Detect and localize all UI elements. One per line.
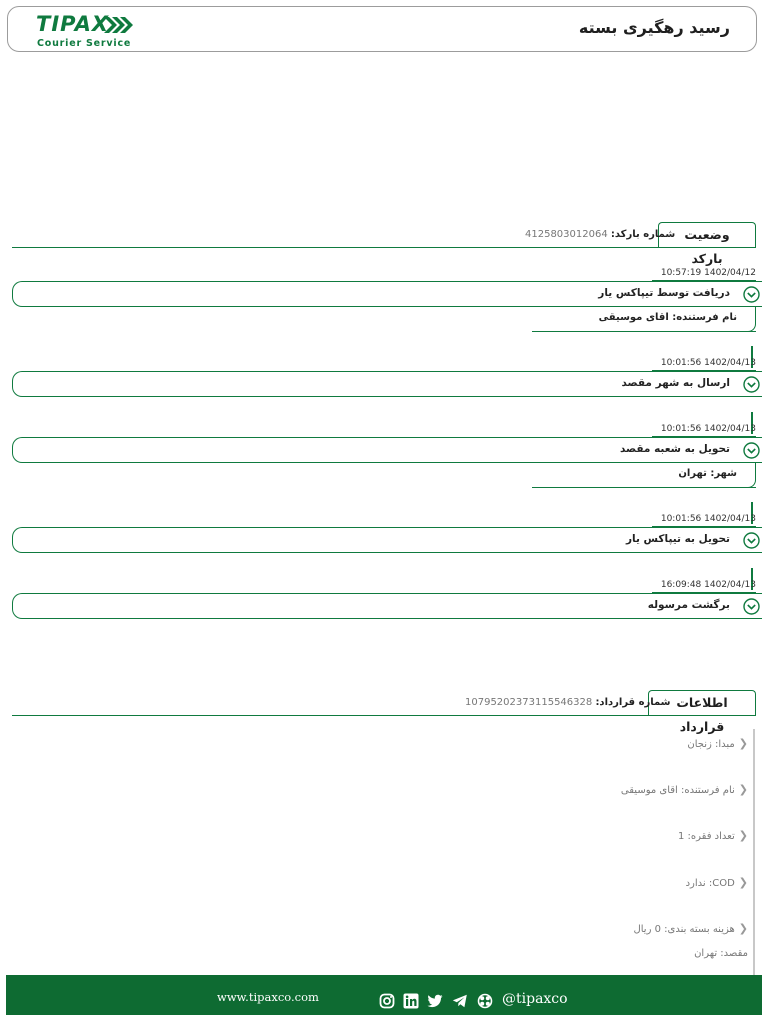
section-divider [12, 715, 756, 716]
event-time: 10:01:56 1402/04/13 [660, 358, 756, 368]
chevron-left-icon: ❮ [738, 737, 748, 750]
logo-chevrons-icon [102, 16, 138, 34]
social-handle[interactable]: @tipaxco [502, 991, 568, 1007]
chevron-left-icon: ❮ [738, 829, 748, 842]
info-rail [753, 729, 755, 977]
barcode-label: شماره بارکد: [610, 229, 676, 240]
chevron-down-icon[interactable] [743, 376, 760, 393]
event-detail-card [532, 307, 756, 332]
aparat-icon[interactable] [477, 993, 493, 1009]
chevron-down-icon[interactable] [743, 442, 760, 459]
info-item-origin: ❮مبدا: زنجان [687, 737, 748, 750]
event-time: 10:01:56 1402/04/13 [660, 424, 756, 434]
event-card[interactable] [12, 593, 762, 619]
info-item-sender: ❮نام فرستنده: اقای موسیقی [620, 783, 748, 796]
event-time: 16:09:48 1402/04/13 [660, 580, 756, 590]
chevron-down-icon[interactable] [743, 286, 760, 303]
page-header [7, 6, 757, 52]
info-item-count: ❮تعداد فقره: 1 [677, 829, 748, 842]
contract-label: شماره قرارداد: [595, 697, 671, 708]
website-link[interactable]: www.tipaxco.com [217, 990, 319, 1004]
event-label: برگشت مرسوله [647, 599, 730, 611]
chevron-down-icon[interactable] [743, 598, 760, 615]
event-card[interactable] [12, 437, 762, 463]
event-card[interactable] [12, 281, 762, 307]
event-time: 10:57:19 1402/04/12 [660, 268, 756, 278]
event-label: تحویل به شعبه مقصد [619, 443, 730, 455]
barcode-value: 4125803012064 [525, 229, 608, 240]
event-detail: نام فرستنده: اقای موسیقی [598, 312, 737, 323]
chevron-left-icon: ❮ [738, 876, 748, 889]
tipax-logo [36, 12, 140, 51]
event-card[interactable] [12, 371, 762, 397]
linkedin-icon[interactable] [403, 993, 419, 1009]
event-label: تحویل به تیپاکس یار [625, 533, 730, 545]
telegram-icon[interactable] [452, 993, 468, 1009]
event-detail: شهر: تهران [678, 468, 737, 479]
info-item-destination: مقصد: تهران [694, 948, 748, 959]
contract-number [465, 697, 671, 708]
chevron-left-icon: ❮ [738, 783, 748, 796]
info-item-packaging: ❮هزینه بسته بندی: 0 ریال [633, 922, 748, 935]
logo-word: TIPAX [36, 12, 110, 36]
chevron-left-icon: ❮ [738, 922, 748, 935]
event-label: دریافت توسط تیپاکس یار [598, 287, 730, 299]
info-item-cod: ❮COD: ندارد [685, 876, 748, 889]
twitter-icon[interactable] [427, 993, 443, 1009]
section-divider [12, 247, 756, 248]
contract-value: 10795202373115546328 [465, 697, 593, 708]
tab-barcode-status[interactable]: وضعیت بارکد [658, 222, 756, 248]
tab-contract-info[interactable]: اطلاعات قرارداد [648, 690, 756, 716]
event-detail-card [532, 463, 756, 488]
page-footer [6, 975, 762, 1015]
event-time: 10:01:56 1402/04/13 [660, 514, 756, 524]
chevron-down-icon[interactable] [743, 532, 760, 549]
instagram-icon[interactable] [379, 993, 395, 1009]
logo-subtext: Courier Service [37, 38, 132, 49]
event-card[interactable] [12, 527, 762, 553]
barcode-number [525, 229, 675, 240]
page-title: رسید رهگیری بسته [578, 18, 730, 37]
event-label: ارسال به شهر مقصد [621, 377, 730, 389]
